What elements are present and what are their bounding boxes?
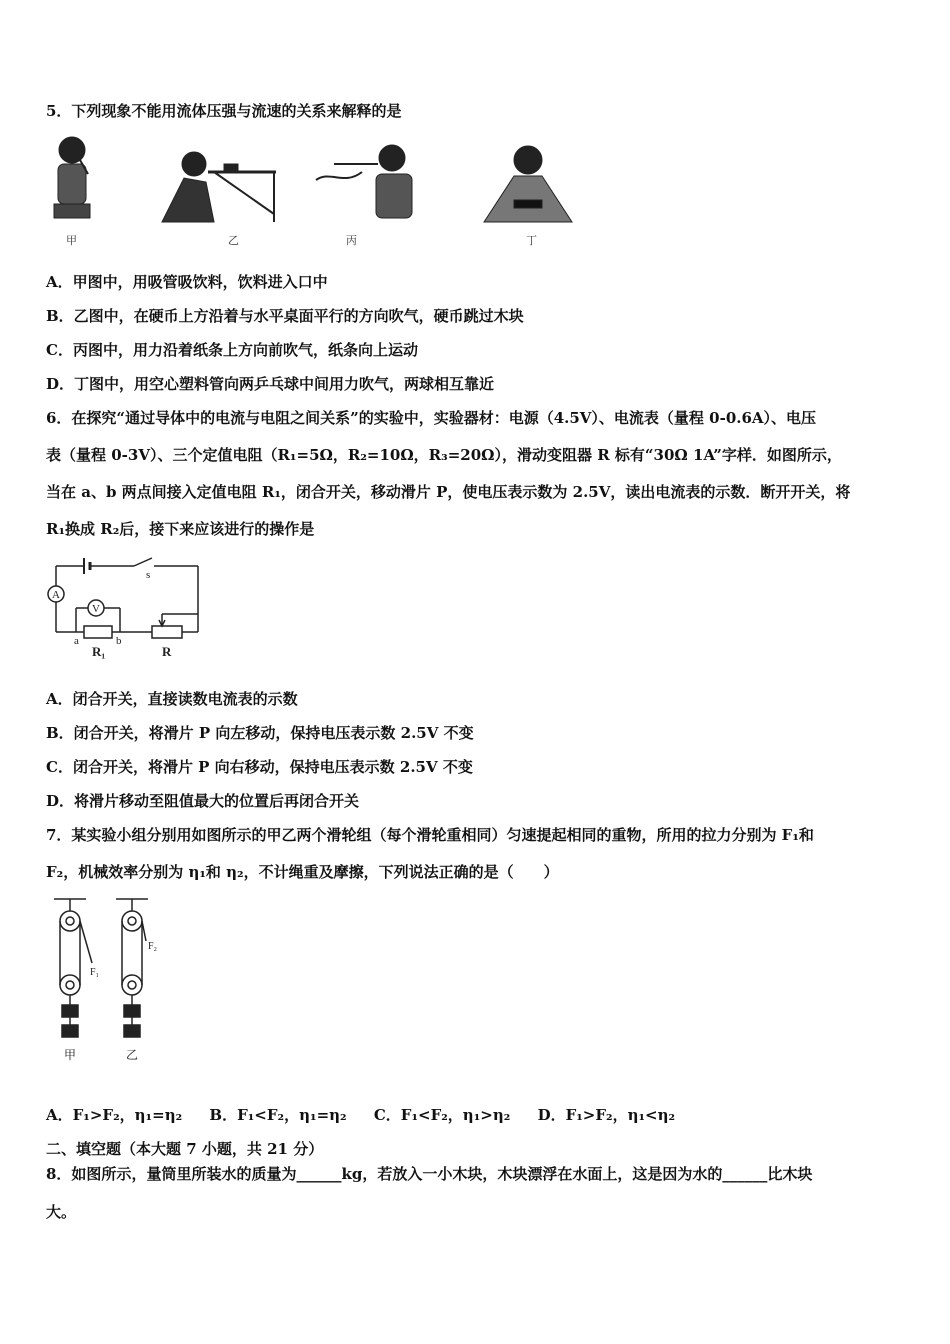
q5-option-c: C．丙图中，用力沿着纸条上方向前吹气，纸条向上运动 (46, 341, 418, 359)
q7-option-b: B．F₁<F₂，η₁=η₂ (209, 1106, 347, 1124)
left-movable-pulley (60, 975, 80, 995)
right-fixed-pulley (122, 911, 142, 931)
label-r1: R₁ (92, 644, 106, 659)
q8-line-2: 大。 (46, 1203, 77, 1221)
left-pull-rope (80, 921, 92, 963)
q6-line-3: 当在 a、b 两点间接入定值电阻 R₁，闭合开关，移动滑片 P，使电压表示数为 2.5V，读出电流表的示数．断开开关，将 (46, 483, 851, 501)
q5-stem: 5．下列现象不能用流体压强与流速的关系来解释的是 (46, 102, 402, 120)
label-ammeter: A (52, 589, 60, 601)
q6-line-1: 6．在探究“通过导体中的电流与电阻之间关系”的实验中，实验器材：电源（4.5V）、电流表（量程 0-0.6A）、电压 (46, 409, 817, 427)
rheostat (152, 626, 182, 638)
left-fixed-pulley (60, 911, 80, 931)
figure-jia-person (54, 137, 90, 218)
r1-resistor (84, 626, 112, 638)
label-b: b (116, 635, 122, 647)
q8-line-1: 8．如图所示，量筒里所装水的质量为______kg，若放入一小木块，木块漂浮在水面上，这是因为水的______比木块 (46, 1165, 813, 1183)
q6-option-b: B．闭合开关，将滑片 P 向左移动，保持电压表示数 2.5V 不变 (46, 724, 474, 742)
q7-option-c: C．F₁<F₂，η₁>η₂ (373, 1106, 511, 1124)
q7-option-d: D．F₁>F₂，η₁<η₂ (537, 1106, 676, 1124)
right-weight-2 (124, 1025, 140, 1037)
circuit-diagram (44, 552, 214, 662)
label-voltmeter: V (92, 603, 100, 615)
label-yi: 乙 (126, 1048, 139, 1062)
caption-bing: 丙 (346, 235, 357, 247)
right-movable-pulley (122, 975, 142, 995)
caption-ding: 丁 (526, 235, 537, 247)
q6-line-2: 表（量程 0-3V）、三个定值电阻（R₁=5Ω，R₂=10Ω，R₃=20Ω），滑动变阻器 R 标有“30Ω 1A”字样．如图所示， (46, 446, 842, 464)
figure-ding-person (484, 146, 572, 222)
q5-option-a: A．甲图中，用吸管吸饮料，饮料进入口中 (46, 273, 328, 291)
right-weight-1 (124, 1005, 140, 1017)
q5-figure (44, 130, 594, 250)
q6-option-c: C．闭合开关，将滑片 P 向右移动，保持电压表示数 2.5V 不变 (46, 758, 473, 776)
section-2-title: 二、填空题（本大题 7 小题，共 21 分） (46, 1140, 324, 1158)
label-f2: F₂ (148, 941, 158, 952)
caption-jia: 甲 (66, 235, 77, 247)
label-jia: 甲 (64, 1048, 77, 1062)
figure-bing-person (316, 145, 412, 218)
q7-options (46, 1105, 697, 1125)
figure-yi-person (162, 152, 276, 222)
q5-option-d: D．丁图中，用空心塑料管向两乒乓球中间用力吹气，两球相互靠近 (46, 375, 495, 393)
caption-yi: 乙 (228, 235, 239, 247)
q6-option-d: D．将滑片移动至阻值最大的位置后再闭合开关 (46, 792, 360, 810)
left-weight-1 (62, 1005, 78, 1017)
q7-line-1: 7．某实验小组分别用如图所示的甲乙两个滑轮组（每个滑轮重相同）匀速提起相同的重物，所用的拉力分别为 F₁和 (46, 826, 814, 844)
q7-option-a: A．F₁>F₂，η₁=η₂ (46, 1106, 183, 1124)
left-weight-2 (62, 1025, 78, 1037)
label-f1: F₁ (90, 967, 100, 978)
q6-option-a: A．闭合开关，直接读数电流表的示数 (46, 690, 298, 708)
q7-line-2: F₂，机械效率分别为 η₁和 η₂，不计绳重及摩擦，下列说法正确的是（ ） (46, 863, 559, 881)
label-switch: s (146, 569, 151, 581)
pulley-diagram (46, 893, 176, 1068)
switch-blade (134, 558, 152, 566)
label-r: R (162, 644, 172, 659)
label-a: a (74, 635, 79, 647)
q6-line-4: R₁换成 R₂后，接下来应该进行的操作是 (46, 520, 315, 538)
q5-option-b: B．乙图中，在硬币上方沿着与水平桌面平行的方向吹气，硬币跳过木块 (46, 307, 524, 325)
